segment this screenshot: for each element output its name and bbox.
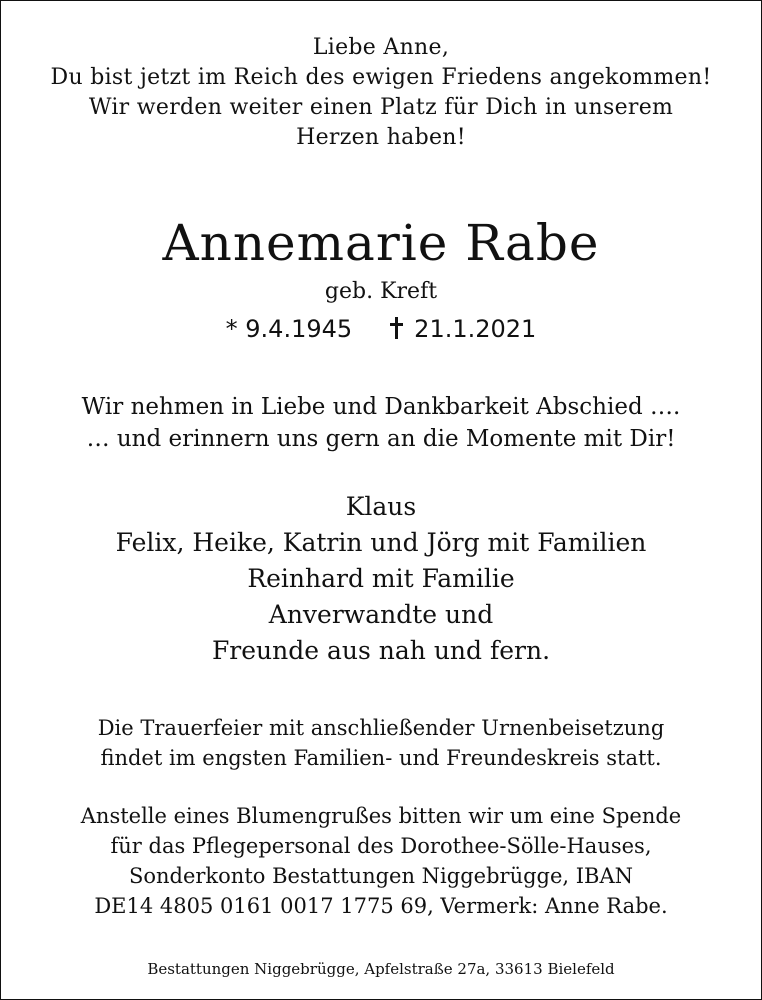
poem-line: Liebe Anne, [312,35,450,60]
mourner-line: Anverwandte und [268,600,494,629]
poem-line: Herzen haben! [296,125,466,150]
poem-line: Du bist jetzt im Reich des ewigen Friedens angekommen! [50,65,712,90]
mourner-line: Felix, Heike, Katrin und Jörg mit Familien [115,528,647,557]
service-info [1,713,761,773]
service-line: findet im engsten Familien- und Freundeskreis statt. [100,746,662,770]
opening-poem [1,33,761,153]
birth-date: * 9.4.1945 [225,315,353,343]
donation-line: Sonderkonto Bestattungen Niggebrügge, IBAN [128,864,634,888]
donation-line: Anstelle eines Blumengrußes bitten wir um eine Spende [80,804,682,828]
poem-line: Wir werden weiter einen Platz für Dich in unserem [88,95,674,120]
death-date: 21.1.2021 [414,315,537,343]
donation-request [1,801,761,921]
mourner-line: Reinhard mit Familie [247,564,515,593]
donation-line: für das Pflegepersonal des Dorothee-Sölle-Hauses, [110,834,652,858]
mourner-line: Klaus [345,492,417,521]
mourners-list [1,489,761,669]
funeral-home-footer: Bestattungen Niggebrügge, Apfelstraße 27a, 33613 Bielefeld [147,960,615,978]
donation-line: DE14 4805 0161 0017 1775 69, Vermerk: Anne Rabe. [94,894,668,918]
farewell-text [1,391,761,455]
farewell-line: Wir nehmen in Liebe und Dankbarkeit Abschied …. [81,394,681,420]
life-dates [1,313,761,345]
farewell-line: … und erinnern uns gern an die Momente mit Dir! [86,426,676,452]
cross-icon [388,317,406,339]
maiden-name: geb. Kreft [324,279,438,304]
mourner-line: Freunde aus nah und fern. [211,636,551,665]
deceased-name: Annemarie Rabe [162,214,600,272]
service-line: Die Trauerfeier mit anschließender Urnenbeisetzung [97,716,665,740]
